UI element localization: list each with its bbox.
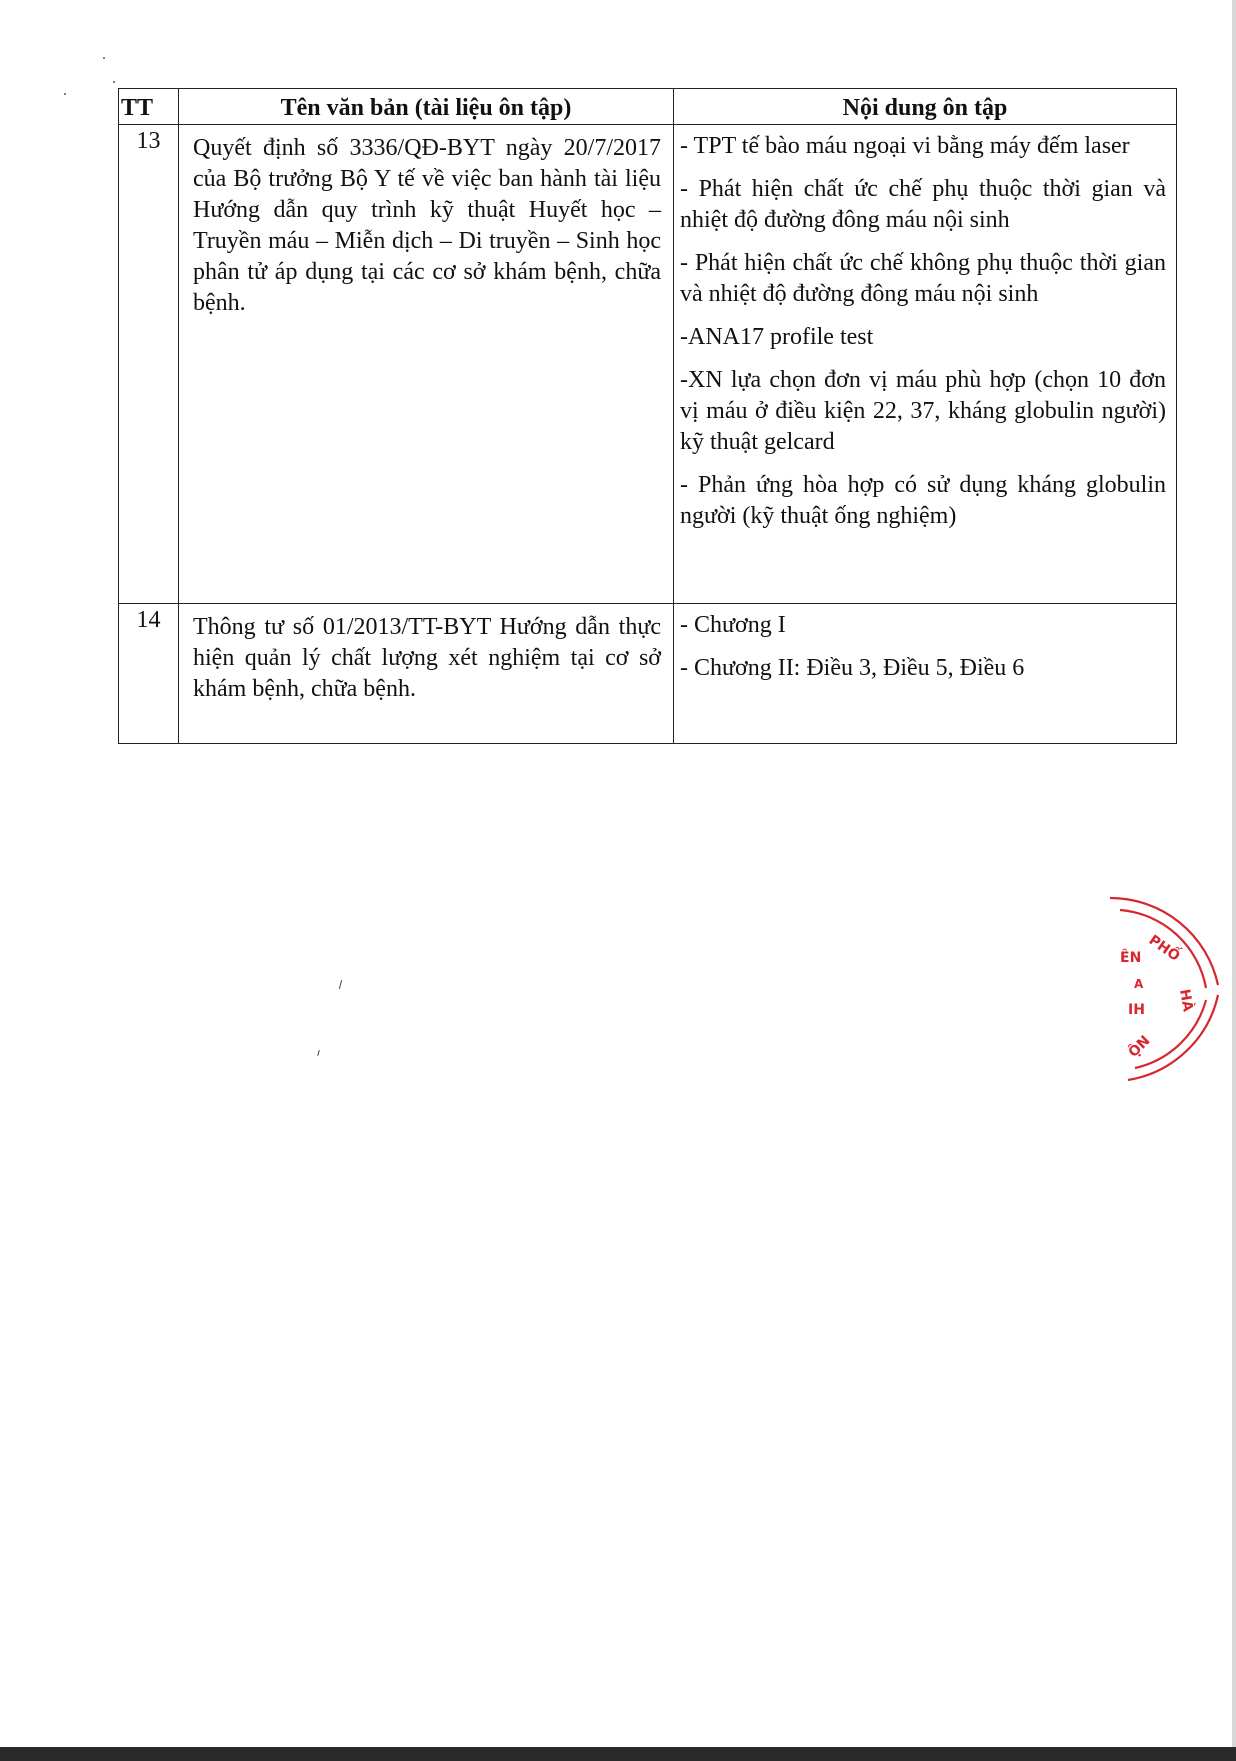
row-number: 13: [119, 125, 179, 604]
content-item: - Phản ứng hòa hợp có sử dụng kháng globulin người (kỹ thuật ống nghiệm): [680, 472, 1166, 529]
content-item: - Chương II: Điều 3, Điều 5, Điều 6: [680, 655, 1025, 681]
header-tt: TT: [119, 89, 179, 125]
stamp-text: ỘN: [1125, 1032, 1154, 1061]
stamp-text: ÊN: [1120, 950, 1142, 966]
review-table: [118, 88, 1177, 744]
content-item: - Phát hiện chất ức chế phụ thuộc thời gian và nhiệt độ đường đông máu nội sinh: [680, 176, 1166, 233]
content-item: -XN lựa chọn đơn vị máu phù hợp (chọn 10 đơn vị máu ở điều kiện 22, 37, kháng globulin người) kỹ thuật gelcard: [680, 367, 1166, 455]
scan-mark: [317, 1050, 320, 1056]
stamp-text: PHỐ: [1145, 932, 1183, 965]
stamp-text: IH: [1128, 1002, 1145, 1018]
scan-mark: [339, 980, 342, 989]
header-content: Nội dung ôn tập: [674, 89, 1177, 125]
stamp-text: HÀ: [1176, 987, 1196, 1013]
scan-speck: [64, 93, 66, 95]
scan-edge: [1232, 0, 1236, 1761]
document-title: Thông tư số 01/2013/TT-BYT Hướng dẫn thực hiện quản lý chất lượng xét nghiệm tại cơ sở khám bệnh, chữa bệnh.: [179, 604, 674, 744]
content-item: -ANA17 profile test: [680, 324, 874, 350]
header-document: Tên văn bản (tài liệu ôn tập): [179, 89, 674, 125]
content-list: [674, 604, 1177, 744]
document-title: Quyết định số 3336/QĐ-BYT ngày 20/7/2017 của Bộ trưởng Bộ Y tế về việc ban hành tài liệu Hướng dẫn quy trình kỹ thuật Huyết học – Truyền máu – Miễn dịch – Di truyền – Sinh học phân tử áp dụng tại các cơ sở khám bệnh, chữa bệnh.: [179, 125, 674, 604]
scan-speck: [113, 81, 115, 83]
content-item: - TPT tế bào máu ngoại vi bằng máy đếm laser: [680, 133, 1130, 159]
stamp-text: A: [1134, 977, 1144, 991]
scan-speck: [103, 57, 105, 59]
content-item: - Chương I: [680, 612, 786, 638]
content-list: [674, 125, 1177, 604]
table-row: [119, 125, 1177, 604]
table-header-row: [119, 89, 1177, 125]
seal-stamp-icon: [1090, 890, 1230, 1085]
content-item: - Phát hiện chất ức chế không phụ thuộc thời gian và nhiệt độ đường đông máu nội sinh: [680, 250, 1166, 307]
row-number: 14: [119, 604, 179, 744]
table-row: [119, 604, 1177, 744]
scan-edge: [0, 1747, 1236, 1761]
